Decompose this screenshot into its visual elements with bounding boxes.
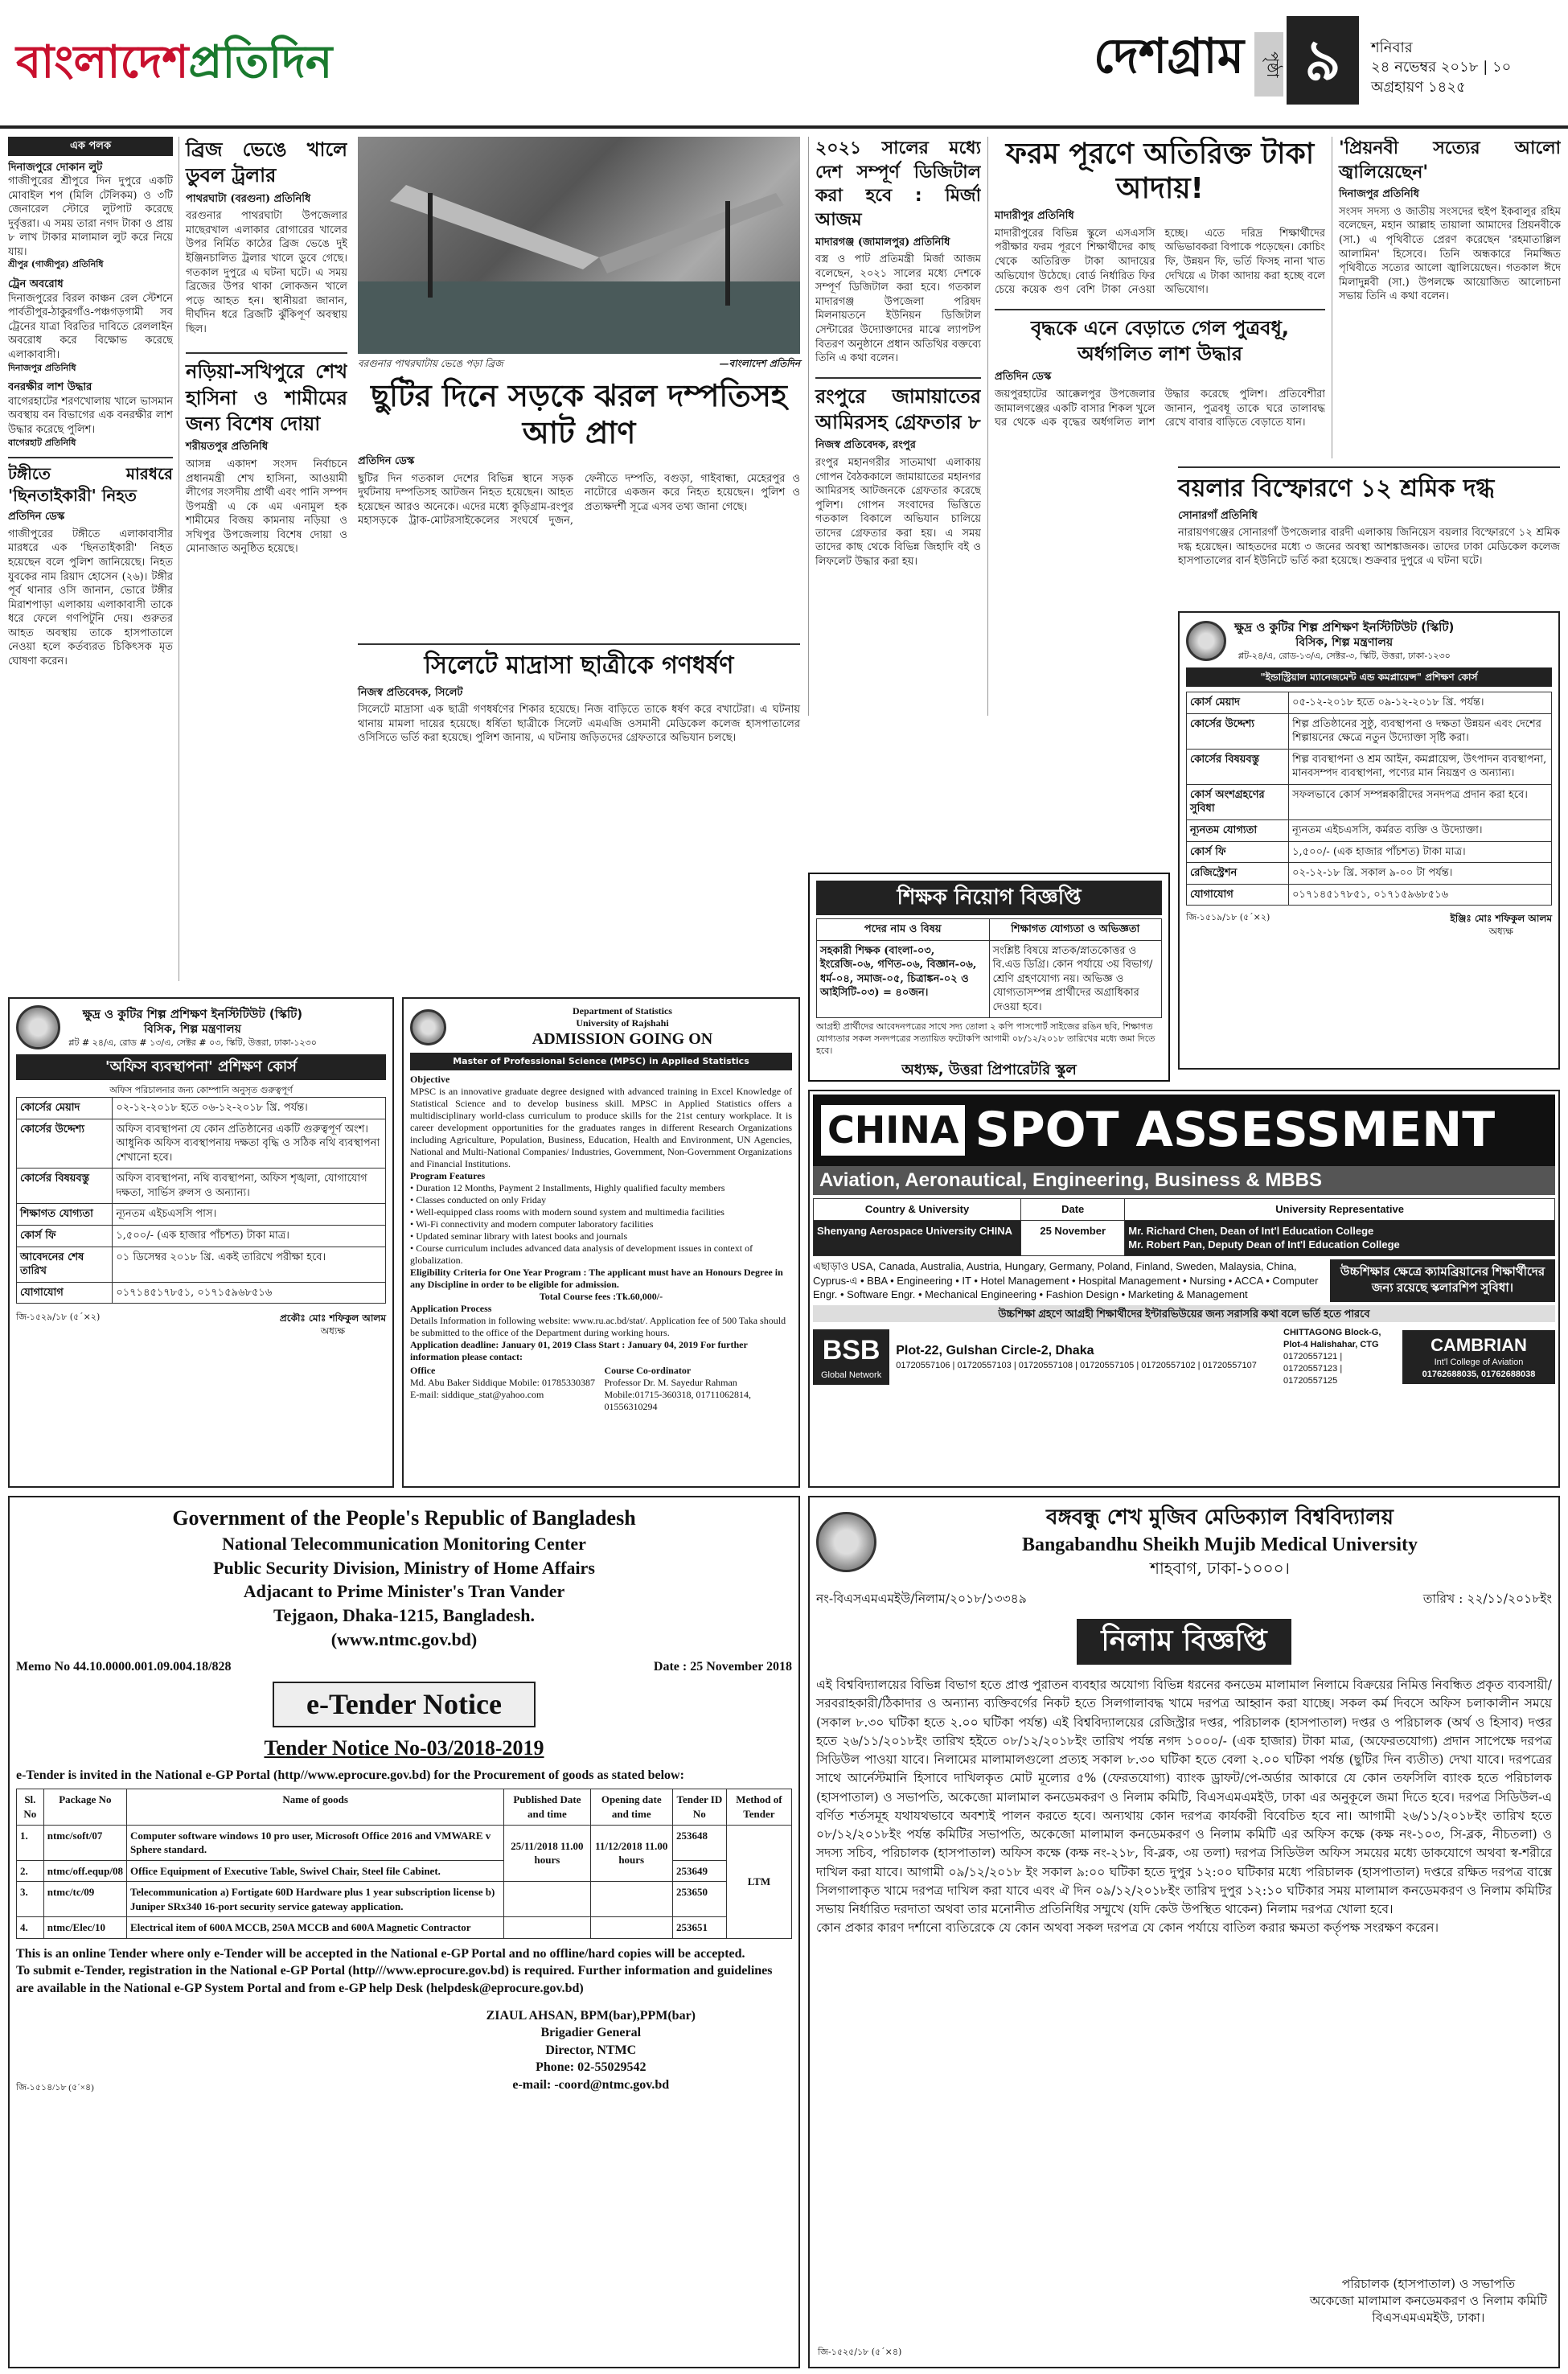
brief-title: দিনাজপুরে দোকান লুট (8, 161, 103, 174)
auction-body: এই বিশ্ববিদ্যালয়ের বিভিন্ন বিভাগ হতে প্রাপ্ত পুরাতন ব্যবহার অযোগ্য বিভিন্ন ধরনের কনডেম মালামাল নিলামে বিক্রয়ের নিমিত্ত নিবন্ধিত প্রকৃত ব্যবসায়ী/সরবরাহকারী/ঠিকাদার ও অন্যান্য ব্যক্তিবর্গের নিকট হতে সিলগালাবদ্ধ খামে দরপত্র আহ্বান করা যাচ্ছে। সকল কর্ম দিবসে অফিস চলাকালীন সময়ে (সকাল ৮.৩০ ঘটিকা হতে ২.০০ ঘটিকা পর্যন্ত) এই বিশ্ববিদ্যালয়ের রেজিস্ট্রার দপ্তর, পরিচালক (হাসপাতাল) দপ্তর ও পরিচালক (অর্থ ও হিসাব) দপ্তর হতে ২৬/১১/২০১৮ইং তারিখ হইতে ০৮/১২/২০১৮ইং তারিখ পর্যন্ত নগদ ১০০০/- (এক হাজার) টাকা মাত্র, (অফেরতযোগ্য) প্রদান সাপেক্ষে দরপত্র সিডিউল পাওয়া যাবে। নিলামের মালামালগুলো প্রত্যহ সকাল ৮.৩০ ঘটিকা হতে বেলা ২.০০ ঘটিকা পর্যন্ত (ছুটির দিন ব্যতীত) দেখা যাবে। দরপত্রের সাথে আর্নেস্টমানি হিসাবে দাখিলকৃত মোট মূল্যের ৫% (ফেরতযোগ্য) ব্যাংক ড্রাফট/পে-অর্ডার আকারে যে কোন তফসিলি ব্যাংক হতে পরিচালক (হাসপাতাল) ও সভাপতি, অকেজো মালামাল কনডেমকরণ ও নিলাম কমিটি, বিএসএমএমইউ, ঢাকা এর অনুকূলে জমা দিতে হবে। দরপত্র সিডিউল-এ বর্ণিত শর্তসমূহ যথাযথভাবে অবশ্যই পালন করতে হবে। অন্যথায় কোন দরপত্র কার্যকরী বিবেচিত হবে না। আগামী ২৬/১১/২০১৮ইং তারিখ হতে ০৮/১২/২০১৮ইং পর্যন্ত কমিটির সভাপতি, অকেজো মালামাল কনডেমকরণ ও নিলাম কমিটি এর অফিস কক্ষে (কক্ষ নং-১০৩, সি-ব্লক, নীচতলা) ও সদস্য সচিব, পরিচালক (হাসপাতাল) অফিস কক্ষে (কক্ষ নং-২১৮, বি-ব্লক, ৩য় তলা) দরপত্র সিডিউল অফিস সময়ের মধ্যে ডাকযোগে অথবা স্ব-শরীরে দাখিল করা যাবে। আগামী ০৯/১২/২০১৮ ইং সকাল ৯:০০ ঘটিকা হতে দুপুর ১২:০০ ঘটিকার মধ্যে পরিচালক (হাসপাতাল) দপ্তরে রক্ষিত দরপত্র বাক্সে সিলগালাকৃত খামে দরপত্র দাখিল করা যাবে এবং ঐ দিন ০৯/১২/২০১৮ইং তারিখ দুপুর ১২:১০ ঘটিকার সময় মালামাল কনডেমকরণ ও নিলাম কমিটির সভায় নির্ধারিত দরদাতা অথবা তার মনোনীত প্রতিনিধির সম্মুখে (যদি কেউ উপস্থিত থাকেন) নিলাম দরপত্র খোলা হবে। (816, 1678, 1552, 1916)
story-body: গাজীপুরের টঙ্গীতে এলাকাবাসীর মারধরে এক 'ছিনতাইকারী' নিহত হয়েছেন বলে পুলিশ জানিয়েছে। নিহত যুবকের নাম রিয়াদ হোসেন (২৬)। টঙ্গীর পূর্ব থানার ওসি জানান, ভোরে টঙ্গীর মিরাশপাড়া এলাকায় এলাকাবাসী তাকে ধরে ফেলে গণপিটুনি দেয়। গুরুতর আহত অবস্থায় তাকে হাসপাতালে নেওয়া হলে কর্তব্যরত চিকিৎসক মৃত ঘোষণা করেন। (8, 528, 173, 667)
dept-name: Department of Statistics (573, 1005, 672, 1017)
boiler-story (1178, 466, 1560, 569)
ad-ref: জি-১৫২৯/১৮ (৫´×২) (16, 1312, 101, 1323)
newspaper-logo[interactable] (16, 32, 332, 93)
auction-signature (1310, 2276, 1547, 2327)
website-link[interactable]: (www.ntmc.gov.bd) (330, 1629, 478, 1649)
contact-row (410, 1365, 792, 1413)
memo-number: Memo No 44.10.0000.001.09.004.18/828 (16, 1659, 232, 1674)
bsmmu-logo-icon (816, 1512, 876, 1572)
table-header-row (817, 919, 1162, 941)
cell-tender-id: 253650 (672, 1882, 726, 1917)
bscic-logo-icon (16, 1005, 60, 1049)
row-key: যোগাযোগ (1187, 884, 1289, 906)
china-table (813, 1198, 1555, 1256)
table-row (817, 940, 1162, 1018)
story-byline: প্রতিদিন ডেস্ক (8, 511, 65, 524)
brief-body: দিনাজপুরের বিরল কাঞ্চন রেল স্টেশনে পার্বতীপুর-ঠাকুরগাঁও-পঞ্চগড়গামী সব ট্রেনের যাত্রা বিরতির দাবিতে রেললাইন অবরোধ করে বিক্ষোভ করেছে এলাকাবাসী। (8, 292, 173, 361)
table-row (17, 1247, 386, 1282)
bridge-collapse-photo[interactable] (358, 137, 800, 354)
table-row (1187, 841, 1552, 863)
ad-ref: জি-১৫১৪/১৮ (৫´×৪) (16, 2082, 94, 2093)
masthead (0, 0, 1568, 129)
story-byline: মাদারগঞ্জ (জামালপুর) প্রতিনিধি (815, 236, 950, 248)
col-header: Tender ID No (672, 1789, 726, 1825)
photo-credit: —বাংলাদেশ প্রতিদিন (719, 358, 800, 369)
china-title: CHINA (821, 1105, 965, 1155)
story-body: মাদারীপুরের বিভিন্ন স্কুলে এসএসসি পরীক্ষার ফরম পূরণে শিক্ষার্থীদের কাছ থেকে অতিরিক্ত টাকা আদায়ের অভিযোগ উঠেছে। বোর্ড নির্ধারিত ফির চেয়ে কয়েক গুণ বেশি টাকা নেওয়া হচ্ছে। এতে দরিদ্র শিক্ষার্থীদের অভিভাবকরা বিপাকে পড়েছেন। কোচিং ফি, উন্নয়ন ফি, ভর্তি ফিসহ নানা খাত দেখিয়ে এ টাকা আদায় করা হচ্ছে বলে অভিযোগ। (995, 227, 1325, 297)
row-value: ০২-১২-১৮ খ্রি. সকাল ৯-০০ টা পর্যন্ত। (1289, 863, 1552, 885)
rep2-cell: Mr. Robert Pan, Deputy Dean of Int'l Education College (1128, 1238, 1400, 1251)
row-key: রেজিস্ট্রেশন (1187, 863, 1289, 885)
gov-line: Government of the People's Republic of Bangladesh (172, 1506, 636, 1530)
story-byline: শরীয়তপুর প্রতিনিধি (186, 441, 269, 454)
brief-item (8, 380, 173, 449)
school-address (816, 1080, 1162, 1082)
row-key: কোর্সের বিষয়বস্তু (1187, 749, 1289, 784)
story-body: সংসদ সদস্য ও জাতীয় সংসদের হুইপ ইকবালুর রহিম বলেছেন, মহান আল্লাহ তায়ালা আমাদের প্রিয়নবীকে (সা.) এ পৃথিবীতে প্রেরণ করেছেন 'রহমাতাল্লিল আলামিন' হিসেবে। তিনি অন্ধকারে নিমজ্জিত পৃথিবীতে সত্যের আলো জ্বালিয়েছেন। গতকাল ঈদে মিলাদুন্নবী (সা.) উপলক্ষে আয়োজিত আলোচনা সভায় তিনি এ কথা বলেন। (1339, 205, 1561, 303)
objective-heading: Objective (410, 1073, 450, 1085)
brief-body: বাগেরহাটের শরণখোলায় খালে ভাসমান অবস্থায় বন বিভাগের এক বনরক্ষীর লাশ উদ্ধার করেছে পুলিশ। (8, 395, 173, 436)
memo-row (16, 1658, 792, 1676)
column-4 (808, 137, 981, 716)
story-body: আসন্ন একাদশ সংসদ নির্বাচনে প্রধানমন্ত্রী শেখ হাসিনা, আওয়ামী লীগের সংসদীয় প্রার্থী এবং পানি সম্পদ উপমন্ত্রী এ কে এম এনামুল হক শামীমের বিজয় কামনায় নড়িয়া ও সখিপুর উপজেলায় বিশেষ দোয়া ও মোনাজাত অনুষ্ঠিত হয়েছে। (186, 458, 347, 556)
ad-org: ক্ষুদ্র ও কুটির শিল্প প্রশিক্ষণ ইনস্টিটিউট (স্কিটি) (1234, 620, 1455, 635)
page-label: পৃষ্ঠা (1254, 32, 1283, 97)
col-header: Method of Tender (726, 1789, 791, 1825)
university-address: শাহবাগ, ঢাকা-১০০০। (1150, 1559, 1290, 1579)
signer-email[interactable]: e-mail: -coord@ntmc.gov.bd (512, 2077, 670, 2092)
row-key: কোর্সের মেয়াদ (17, 1098, 113, 1119)
table-header-row (814, 1199, 1555, 1221)
tender-table (16, 1789, 792, 1938)
date-cell: 25 November (1021, 1220, 1125, 1255)
story-headline[interactable]: ২০২১ সালের মধ্যে দেশ সম্পূর্ণ ডিজিটাল করা হবে : মির্জা আজম (815, 138, 981, 231)
memo-date: তারিখ : ২২/১১/২০১৮ইং (1422, 1592, 1552, 1607)
row-value: ০৫-১২-২০১৮ হতে ০৯-১২-২০১৮ খ্রি. পর্যন্ত। (1289, 692, 1552, 714)
row-value: অফিস ব্যবস্থাপনা, নথি ব্যবস্থাপনা, অফিস শৃঙ্খলা, যোগাযোগ দক্ষতা, সার্ভিস রুলস ও অন্যান্য। (113, 1169, 386, 1204)
cambrian-logo (1402, 1330, 1555, 1384)
col-header: University Representative (1125, 1199, 1555, 1221)
signer-title: Director, NTMC (545, 2043, 637, 2057)
story-headline[interactable]: ব্রিজ ভেঙে খালে ডুবল ট্রলার (186, 138, 347, 187)
course-table (16, 1097, 386, 1304)
col-header: Package No (43, 1789, 126, 1825)
table-row (1187, 784, 1552, 819)
table-row (1187, 749, 1552, 784)
main-headline[interactable]: ছুটির দিনে সড়কে ঝরল দম্পতিসহ আট প্রাণ (371, 378, 787, 450)
feature-item: • Course curriculum includes advanced data analysis of development issues in context of globalization. (410, 1242, 753, 1266)
signer-name: ZIAUL AHSAN, BPM(bar),PPM(bar) (486, 2008, 696, 2023)
features-heading: Program Features (410, 1169, 486, 1181)
table-row (1187, 713, 1552, 749)
cell-goods: Electrical item of 600A MCCB, 250A MCCB and 600A Magnetic Contractor (127, 1917, 504, 1939)
ad-intro: অফিস পরিচালনার জন্য কোম্পানি অনুসৃত গুরুত্বপূর্ণ (109, 1085, 293, 1096)
signer-title: পরিচালক (হাসপাতাল) ও সভাপতি (1341, 2277, 1516, 2292)
recruit-table (816, 918, 1162, 1018)
feature-item: • Updated seminar library with latest books and journals (410, 1230, 628, 1242)
cell-goods: Computer software windows 10 pro user, Microsoft Office 2016 and VMWARE v Sphere standard. (127, 1825, 504, 1860)
notice-number: Tender Notice No-03/2018-2019 (264, 1735, 544, 1760)
cell-sl: 2. (17, 1860, 44, 1882)
table-row (17, 1119, 386, 1169)
col-header: Sl. No (17, 1789, 44, 1825)
table-header-row (17, 1789, 792, 1825)
story-byline: প্রতিদিন ডেস্ক (358, 455, 415, 468)
cambrian-name: CAMBRIAN (1430, 1334, 1527, 1355)
scholarship-note: উচ্চশিক্ষার ক্ষেত্রে ক্যামব্রিয়ানের শিক্ষার্থীদের জন্য রয়েছে স্কলারশিপ সুবিধা। (1330, 1259, 1555, 1302)
bsb-address: Plot-22, Gulshan Circle-2, Dhaka (896, 1344, 1094, 1358)
cell-goods: Office Equipment of Executive Table, Swivel Chair, Steel file Cabinet. (127, 1860, 504, 1882)
table-row (17, 1225, 386, 1247)
table-row (17, 1098, 386, 1119)
col-header: Published Date and time (504, 1789, 590, 1825)
cell-package: ntmc/off.equp/08 (43, 1860, 126, 1882)
location-line: Adjacant to Prime Minister's Tran Vander (243, 1581, 565, 1602)
brief-body: গাজীপুরের শ্রীপুরে দিন দুপুরে একটি মোবাইল শপ (মিলি টেলিকম) ও ৩টি জেনারেল স্টোরে লুটপাট করেছে দুর্বৃত্তরা। এ সময় তারা নগদ টাকা ও প্রায় ৮ লাখ টাকার মালামাল লুট করে নিয়ে যায়। (8, 175, 173, 258)
row-key: কোর্সের উদ্দেশ্য (1187, 713, 1289, 749)
story-byline: নিজস্ব প্রতিবেদক, রংপুর (815, 439, 916, 452)
auction-body2: কোন প্রকার কারণ দর্শানো ব্যতিরেকে যে কোন অথবা সকল দরপত্র যে কোন পর্যায়ে বাতিল করার ক্ষমতা কর্তৃপক্ষ সংরক্ষণ করেন। (816, 1920, 1439, 1936)
section-title: দেশগ্রাম (1094, 28, 1245, 84)
row-value: সফলভাবে কোর্স সম্পন্নকারীদের সনদপত্র প্রদান করা হবে। (1289, 784, 1552, 819)
story-byline: প্রতিদিন ডেস্ক (995, 371, 1052, 384)
row-value: ১,৫০০/- (এক হাজার পাঁচশত) টাকা মাত্র। (113, 1225, 386, 1247)
story-body: বস্ত্র ও পাট প্রতিমন্ত্রী মির্জা আজম বলেছেন, ২০২১ সালের মধ্যে দেশকে সম্পূর্ণ ডিজিটাল করা হবে। গতকাল মাদারগঞ্জ উপজেলা পরিষদ মিলনায়তনে ইউনিয়ন ডিজিটাল সেন্টারের উদ্যোক্তাদের মাঝে ল্যাপটপ বিতরণ অনুষ্ঠানে প্রধান অতিথির বক্তব্যে তিনি এ কথা বলেন। (815, 253, 981, 365)
row-key: কোর্স ফি (17, 1225, 113, 1247)
brief-item (8, 161, 173, 272)
qual-cell: সংশ্লিষ্ট বিষয়ে স্নাতক/স্নাতকোত্তর ও বি.এড ডিগ্রি। কোন পর্যায়ে ৩য় বিভাগ/শ্রেণি গ্রহণযোগ্য নয়। অভিজ্ঞ ও যোগ্যতাসম্পন্ন প্রার্থীদের অগ্রাধিকার দেওয়া হবে। (989, 940, 1162, 1018)
brief-credit: বাগেরহাট প্রতিনিধি (8, 437, 76, 448)
bscic-industrial-ad (1178, 611, 1560, 1070)
table-row (1187, 863, 1552, 885)
org-line: National Telecommunication Monitoring Center (222, 1534, 586, 1555)
column-2 (179, 137, 347, 981)
bsb-sub: Global Network (821, 1370, 882, 1380)
bscic-office-ad (8, 997, 394, 1488)
tender-title: e-Tender Notice (273, 1682, 536, 1727)
cell-goods: Telecommunication a) Fortigate 60D Hardware plus 1 year subscription license b) Juniper SRx340 16-port security service gateway application. (127, 1882, 504, 1917)
table-row (17, 1282, 386, 1304)
bsmmu-auction-ad (808, 1496, 1560, 2368)
row-value: শিল্প প্রতিষ্ঠানের সুষ্ঠু, ব্যবস্থাপনা ও দক্ষতা উন্নয়ন এবং দেশের শিল্পায়নের ক্ষেত্রে নতুন উদ্যোক্তা সৃষ্টি করা। (1289, 713, 1552, 749)
table-row (1187, 820, 1552, 842)
story-headline[interactable]: বয়লার বিস্ফোরণে ১২ শ্রমিক দগ্ধ (1178, 474, 1495, 503)
table-row (814, 1220, 1555, 1255)
cell-tender-id: 253648 (672, 1825, 726, 1860)
university-name-bn: বঙ্গবন্ধু শেখ মুজিব মেডিক্যাল বিশ্ববিদ্যালয় (1046, 1505, 1394, 1530)
ad-footer (16, 1312, 386, 1337)
sylhet-story (358, 643, 800, 745)
brief-credit: দিনাজপুর প্রতিনিধি (8, 362, 76, 373)
bsb-logo (813, 1329, 889, 1385)
university-name: University of Rajshahi (576, 1017, 669, 1029)
main-story (358, 378, 800, 641)
date-label: ২৪ নভেম্বর ২০১৮ | ১০ অগ্রহায়ণ ১৪২৫ (1371, 59, 1512, 96)
row-key: কোর্সের উদ্দেশ্য (17, 1119, 113, 1169)
ctg-phones[interactable]: 01720557121 | 01720557123 | 01720557125 (1283, 1351, 1343, 1386)
ad-ref: জি-১৫২৫/১৮ (৫´×৪) (818, 2347, 902, 2358)
tender-intro: e-Tender is invited in the National e-GP Portal (http//www.eprocure.gov.bd) for the Procurement of goods as stated below: (16, 1768, 684, 1782)
ad-org: ক্ষুদ্র ও কুটির শিল্প প্রশিক্ষণ ইনস্টিটিউট (স্কিটি) (82, 1006, 303, 1021)
table-row (17, 1204, 386, 1226)
story-body: ছুটির দিন গতকাল দেশের বিভিন্ন স্থানে সড়ক দুর্ঘটনায় দম্পতিসহ আটজন নিহত হয়েছেন। আহত হয়েছেন আরও অনেকে। এদের মধ্যে কুড়িগ্রাম-রংপুর মহাসড়কে ট্রাক-মোটরসাইকেলের সংঘর্ষে দুজন, ফেনীতে দম্পতি, বগুড়া, গাইবান্ধা, মেহেরপুর ও নাটোরে একজন করে নিহত হয়েছেন। পুলিশ ও প্রত্যক্ষদর্শী সূত্রে এসব তথ্য জানা গেছে। (358, 472, 800, 528)
story-byline: মাদারীপুর প্রতিনিধি (995, 210, 1074, 223)
cell-package: ntmc/soft/07 (43, 1825, 126, 1860)
row-value: শিল্প ব্যবস্থাপনা ও শ্রম আইন, কমপ্লায়েন্স, উৎপাদন ব্যবস্থাপনা, মানবসম্পদ ব্যবস্থাপনা, পণ্যের মান নিয়ন্ত্রণ ও অন্যান্য। (1289, 749, 1552, 784)
brief-item (8, 277, 173, 374)
page-number: ৯ (1287, 16, 1359, 105)
ad-signer-title: অধ্যক্ষ (320, 1325, 346, 1337)
row-value: ০১৭১৪৫১৭৮৫১, ০১৭১৫৯৬৮৫১৬ (1289, 884, 1552, 906)
ad-signer: প্রকৌঃ মোঃ শফিকুল আলম (279, 1312, 386, 1325)
story-headline[interactable]: 'প্রিয়নবী সত্যের আলো জ্বালিয়েছেন' (1339, 138, 1561, 183)
col-header: Country & University (814, 1199, 1021, 1221)
cell-sl: 1. (17, 1825, 44, 1860)
cell-method: LTM (726, 1825, 791, 1938)
row-key: কোর্স মেয়াদ (1187, 692, 1289, 714)
eligibility-text: Eligibility Criteria for One Year Program : The applicant must have an Honours Degree in any Discipline in order to be eligible for admission. (410, 1266, 783, 1290)
cell-tender-id: 253651 (672, 1917, 726, 1939)
china-mid-row (813, 1259, 1555, 1302)
story-corpse (995, 309, 1325, 430)
story-byline: পাথরঘাটা (বরগুনা) প্রতিনিধি (186, 192, 311, 205)
story-byline: নিজস্ব প্রতিবেদক, সিলেট (358, 686, 463, 699)
feature-item: • Classes conducted on only Friday (410, 1193, 547, 1205)
row-value: অফিস ব্যবস্থাপনা যে কোন প্রতিষ্ঠানের একটি গুরুত্বপূর্ণ অংশ। আধুনিক অফিস ব্যবস্থাপনায় দক্ষতা বৃদ্ধি ও সঠিক নথি ব্যবস্থাপনা শেখানো হবে। (113, 1119, 386, 1169)
rep1-cell: Mr. Richard Chen, Dean of Int'l Education College (1128, 1224, 1374, 1237)
course-banner: "ইন্ডাস্ট্রিয়াল ম্যানেজমেন্ট এন্ড কমপ্লায়েন্স" প্রশিক্ষণ কোর্স (1186, 667, 1552, 687)
story-tongi (8, 457, 173, 668)
row-value: ন্যূনতম এইচএসসি পাস। (113, 1204, 386, 1226)
row-value: ০১ ডিসেম্বর ২০১৮ খ্রি. একই তারিখে পরীক্ষা হবে। (113, 1247, 386, 1282)
row-key: যোগাযোগ (17, 1282, 113, 1304)
rajshahi-admission-ad (402, 997, 800, 1488)
deadline-text: Application deadline: January 01, 2019 Class Start : January 04, 2019 For further information please contact: (410, 1338, 748, 1362)
admission-title: ADMISSION GOING ON (532, 1030, 713, 1048)
ad-signer: ইঞ্জিঃ মোঃ শফিকুল আলম (1450, 913, 1552, 925)
table-row (17, 1882, 792, 1917)
signer-phone[interactable]: Phone: 02-55029542 (536, 2060, 646, 2075)
cell-package: ntmc/tc/09 (43, 1882, 126, 1917)
story-byline: দিনাজপুর প্রতিনিধি (1339, 188, 1419, 201)
office-contact[interactable]: Md. Abu Baker Siddique Mobile: 01785330387 E-mail: siddique_stat@yahoo.com (410, 1376, 595, 1400)
story-headline[interactable]: টঙ্গীতে মারধরে 'ছিনতাইকারী' নিহত (8, 464, 173, 506)
tender-title-box (16, 1682, 792, 1727)
course-fee: Total Course fees :Tk.60,000/- (539, 1290, 663, 1302)
story-byline: সোনারগাঁ প্রতিনিধি (1178, 509, 1258, 522)
story-body: জয়পুরহাটের আক্কেলপুর উপজেলার জামালগঞ্জের একটি বাসার শিকল খুলে ঘর থেকে এক বৃদ্ধের অর্ধগলিত লাশ উদ্ধার করেছে পুলিশ। প্রতিবেশীরা জানান, পুত্রবধূ তাকে ঘরে তালাবদ্ধ রেখে বাবার বাড়িতে বেড়াতে যান। (995, 388, 1325, 429)
table-row (17, 1860, 792, 1882)
column-6 (1332, 137, 1561, 458)
story-body: বরগুনার পাথরঘাটা উপজেলার মাছেরখাল এলাকার রোগারের খালের উপর নির্মিত কাঠের ব্রিজ ভেঙে দুই ইঞ্জিনচালিত ট্রলার খালে ডুবে গেছে। গতকাল দুপুরে এ ঘটনা ঘটে। এ সময় ব্রিজের উপর থাকা লোকজন খালে পড়ে আহত হন। স্থানীয়রা জানান, দীর্ঘদিন ধরে ব্রিজটি ঝুঁকিপূর্ণ অবস্থায় ছিল। (186, 210, 347, 335)
china-spot-assessment-ad (808, 1090, 1560, 1488)
china-header (813, 1095, 1555, 1166)
school-name: অধ্যক্ষ, উত্তরা প্রিপারেটরি স্কুল (901, 1061, 1077, 1078)
spot-assessment-title: SPOT ASSESSMENT (975, 1102, 1496, 1158)
cell-package: ntmc/Elec/10 (43, 1917, 126, 1939)
cambrian-sub: Int'l College of Aviation (1434, 1357, 1524, 1368)
coord-contact[interactable]: Professor Dr. M. Sayedur Rahman Mobile:01715-360318, 01711062814, 01556310294 (604, 1376, 752, 1412)
address-line: Tejgaon, Dhaka-1215, Bangladesh. (273, 1605, 535, 1626)
signer-rank: Brigadier General (540, 2026, 642, 2040)
memo-row (816, 1591, 1552, 1608)
briefs-tag: এক পলক (8, 137, 173, 156)
row-key: শিক্ষাগত যোগ্যতা (17, 1204, 113, 1226)
china-footer (813, 1327, 1555, 1386)
brief-title: বনরক্ষীর লাশ উদ্ধার (8, 381, 92, 394)
row-value: ০২-১২-২০১৮ হতে ০৬-১২-২০১৮ খ্রি. পর্যন্ত। (113, 1098, 386, 1119)
memo-date: Date : 25 November 2018 (653, 1659, 792, 1674)
column-briefs (8, 137, 173, 981)
ad-signer-title: অধ্যক্ষ (1488, 926, 1513, 938)
col-header: শিক্ষাগত যোগ্যতা ও অভিজ্ঞতা (989, 919, 1162, 941)
story-body: সিলেটে মাদ্রাসা এক ছাত্রী গণধর্ষণের শিকার হয়েছে। নিজ বাড়িতে তাকে ধর্ষণ করে বখাটেরা। এ ঘটনায় থানায় মামলা দায়ের হয়েছে। ধর্ষিতা ছাত্রীকে সিলেট এমএজি ওসমানী মেডিকেল কলেজ হাসপাতালের ওসিসিতে ভর্তি করা হয়েছে। পুলিশ জানায়, এ ঘটনায় জড়িতদের গ্রেফতারে অভিযান চলছে। (358, 704, 800, 745)
feature-item: • Wi-Fi connectivity and modern computer laboratory facilities (410, 1218, 654, 1230)
office-heading: Office (410, 1364, 436, 1376)
story-rangpur (815, 377, 981, 569)
ad-title: শিক্ষক নিয়োগ বিজ্ঞপ্তি (816, 881, 1162, 915)
tender-signature-row (16, 2007, 792, 2094)
brief-credit: শ্রীপুর (গাজীপুর) প্রতিনিধি (8, 259, 104, 270)
ad-ministry: বিসিক, শিল্প মন্ত্রণালয় (143, 1022, 241, 1036)
story-body: নারায়ণগঞ্জের সোনারগাঁ উপজেলার বারদী এলাকায় জিনিয়েস বয়লার বিস্ফোরণে ১২ শ্রমিক দগ্ধ হয়েছেন। আহতদের মধ্যে ৩ জনের অবস্থা আশঙ্কাজনক। তাদের ঢাকা মেডিকেল কলেজ হাসপাতালের বার্ন ইউনিটে ভর্তি করা হয়েছে। শুক্রবার দুপুরে এ ঘটনা ঘটে। (1178, 527, 1560, 568)
bridge-illustration (358, 137, 800, 354)
ad-header (16, 1005, 386, 1049)
col-header: Date (1021, 1199, 1125, 1221)
bscic-logo-icon (1186, 621, 1226, 661)
objective-text: MPSC is an innovative graduate degree designed with advanced training in Excel Knowledge of Statistical Science and to develop business skill. MPSC in Applied Statistics offers a multidisciplinary world-class curriculum to produce skills for the 21st century workplace. It is career development opportunities for the graduates ranges in different Research Organizations including Agriculture, Population, Business, Education, Health and Environment, UN Agencies, National and Multi-National Companies/ Industries, Government, Non-Government Organizations and Financial Institutions. (410, 1085, 792, 1169)
process-heading: Application Process (410, 1302, 492, 1314)
row-key: কোর্সের বিষয়বস্তু (17, 1169, 113, 1204)
division-line: Public Security Division, Ministry of Home Affairs (213, 1557, 595, 1578)
post-cell: সহকারী শিক্ষক (বাংলা-০৩, ইংরেজি-০৬, গণিত-০৬, বিজ্ঞান-০৬, ধর্ম-০৪, সমাজ-০৫, চিত্রাঙ্কন-০২ ও আইসিটি-০৩) = ৪০জন। (817, 940, 990, 1018)
cell-tender-id: 253649 (672, 1860, 726, 1882)
story-headline[interactable]: ফরম পূরণে অতিরিক্ত টাকা আদায়! (1005, 138, 1315, 206)
story-noria (186, 352, 347, 557)
ad-header (410, 1005, 792, 1049)
bsb-name: BSB (822, 1334, 880, 1366)
tender-footnote1: This is an online Tender where only e-Tender will be accepted in the National e-GP Portal and no offline/hard copies will be accepted. (16, 1946, 745, 1961)
photo-caption-row (358, 357, 800, 370)
table-row (17, 1825, 792, 1860)
logo-part2: প্রতিদিন (188, 36, 333, 88)
row-key: কোর্স অংশগ্রহণের সুবিধা (1187, 784, 1289, 819)
china-subtitle: Aviation, Aeronautical, Engineering, Business & MBBS (813, 1166, 1555, 1195)
table-row (1187, 692, 1552, 714)
story-headline[interactable]: বৃদ্ধকে এনে বেড়াতে গেল পুত্রবধূ, অর্ধগলিত লাশ উদ্ধার (1030, 316, 1290, 366)
course-table (1186, 692, 1552, 906)
process-text: Details Information in following website: www.ru.ac.bd/stat/. Application fee of 500 Taka should be submitted to the office of the Department during working hours. (410, 1314, 786, 1338)
dateline (1371, 39, 1564, 97)
table-row (17, 1917, 792, 1939)
ad-address: প্লট-২৪/এ, রোড-১৩/এ, সেক্টর-৩, স্কিটি, উত্তরা, ঢাকা-১২৩০ (1238, 651, 1451, 662)
row-key: কোর্স ফি (1187, 841, 1289, 863)
university-name-en: Bangabandhu Sheikh Mujib Medical University (1021, 1534, 1418, 1556)
day-label: শনিবার (1371, 39, 1413, 56)
row-value: ন্যূনতম এইচএসসি, কর্মরত ব্যক্তি ও উদ্যোক্তা। (1289, 820, 1552, 842)
story-headline[interactable]: রংপুরে জামায়াতের আমিরসহ গ্রেফতার ৮ (815, 384, 981, 434)
ntmc-e-tender-ad (8, 1496, 800, 2368)
row-value: ১,৫০০/- (এক হাজার পাঁচশত) টাকা মাত্র। (1289, 841, 1552, 863)
table-row (17, 1169, 386, 1204)
feature-item: • Duration 12 Months, Payment 2 Installments, Highly qualified faculty members (410, 1181, 725, 1193)
brief-title: ট্রেন অবরোধ (8, 278, 64, 291)
auction-title-box (816, 1619, 1552, 1665)
bsb-phones[interactable]: 01720557106 | 01720557103 | 01720557108 | 01720557105 | 01720557102 | 01720557107 (896, 1360, 1257, 1370)
ad-address: প্লট # ২৪/এ, রোড # ১৩/এ, সেক্টর # ০৩, স্কিটি, উত্তরা, ঢাকা-১২৩০ (68, 1037, 317, 1048)
tender-footnote2: To submit e-Tender, registration in the National e-GP Portal (http///www.eprocure.gov.bd) is required. Further information and guidelines are available in the National e-GP System Portal and from e-GP help Desk (helpdesk@eprocure.gov.bd) (16, 1964, 773, 1995)
story-headline[interactable]: নড়িয়া-সখিপুরে শেখ হাসিনা ও শামীমের জন্য বিশেষ দোয়া (186, 360, 347, 436)
cambrian-phone[interactable]: 01762688035, 01762688038 (1422, 1370, 1536, 1380)
ad-footer (1186, 912, 1552, 938)
logo-part1: বাংলাদেশ (16, 36, 189, 88)
col-header: Name of goods (127, 1789, 504, 1825)
cell-opening: 11/12/2018 11.00 hours (590, 1825, 672, 1882)
university-seal-icon (410, 1009, 446, 1045)
auction-title: নিলাম বিজ্ঞপ্তি (1077, 1619, 1291, 1665)
ad-ref: জি-১৫১৯/১৮ (৫´×২) (1186, 912, 1270, 923)
table-row (1187, 884, 1552, 906)
ad-header (816, 1504, 1552, 1579)
signer-committee: অকেজো মালামাল কনডেমকরণ ও নিলাম কমিটি (1309, 2294, 1547, 2309)
col-header: পদের নাম ও বিষয় (817, 919, 990, 941)
course-banner: 'অফিস ব্যবস্থাপনা' প্রশিক্ষণ কোর্স (16, 1054, 386, 1080)
memo-number: নং-বিএসএমএমইউ/নিলাম/২০১৮/১৩৩৪৯ (816, 1592, 1027, 1607)
ad-header (1186, 619, 1552, 663)
col-header: Opening date and time (590, 1789, 672, 1825)
story-headline[interactable]: সিলেটে মাদ্রাসা ছাত্রীকে গণধর্ষণ (424, 651, 734, 680)
university-cell: Shenyang Aerospace University CHINA (814, 1220, 1021, 1255)
ctg-address: CHITTAGONG Block-G, Plot-4 Halishahar, CTG (1283, 1328, 1381, 1350)
ad-ministry: বিসিক, শিল্প মন্ত্রণালয় (1295, 636, 1394, 650)
feature-item: • Well-equipped class rooms with modern sound system and multimedia facilities (410, 1205, 724, 1218)
cell-sl: 3. (17, 1882, 44, 1917)
teacher-recruitment-ad (808, 873, 1170, 1082)
cell-sl: 4. (17, 1917, 44, 1939)
signer-org: বিএসএমএমইউ, ঢাকা। (1372, 2310, 1485, 2326)
countries-text: এছাড়াও USA, Canada, Australia, Austria, Hungary, Germany, Poland, Finland, Sweden, Malaysia, China, Cyprus-এ • BBA • Engineering • IT • Hotel Management • Hospital Management • Nursing • ACCA • Computer Engr. • Software Engr. • Mechanical Engineering • Fashion Design • Marketing & Management (813, 1260, 1319, 1301)
ad-note: আগ্রহী প্রার্থীদের আবেদনপত্রের সাথে সদ্য তোলা ২ কপি পাসপোর্ট সাইজের রঙিন ছবি, শিক্ষাগত যোগ্যতার সকল সনদপত্রের সত্যায়িত ফটোকপি আগামী ০৮/১২/২০১৮ তারিখের মধ্যে জমা দিতে হবে। (816, 1021, 1155, 1057)
row-key: ন্যূনতম যোগ্যতা (1187, 820, 1289, 842)
program-name: Master of Professional Science (MPSC) in Applied Statistics (410, 1053, 792, 1070)
bottom-note: উচ্চশিক্ষা গ্রহণে আগ্রহী শিক্ষার্থীদের ইন্টারভিউয়ের জন্য সরাসরি কথা বলে ভর্তি হতে পারবে (813, 1305, 1555, 1323)
coord-heading: Course Co-ordinator (604, 1364, 692, 1376)
photo-caption: বরগুনার পাথরঘাটায় ভেঙে পড়া ব্রিজ (358, 358, 503, 369)
row-value: ০১৭১৪৫১৭৮৫১, ০১৭১৫৯৬৮৫১৬ (113, 1282, 386, 1304)
cell-published: 25/11/2018 11.00 hours (504, 1825, 590, 1882)
row-key: আবেদনের শেষ তারিখ (17, 1247, 113, 1282)
story-body: রংপুর মহানগরীর সাতমাথা এলাকায় গোপন বৈঠককালে জামায়াতের মহানগর আমিরসহ আটজনকে গ্রেফতার করেছে পুলিশ। গোপন সংবাদের ভিত্তিতে গতকাল বিকালে অভিযান চালিয়ে তাদের গ্রেফতার করা হয়। এ সময় তাদের কাছ থেকে বিভিন্ন জিহাদি বই ও লিফলেট উদ্ধার করা হয়। (815, 457, 981, 568)
